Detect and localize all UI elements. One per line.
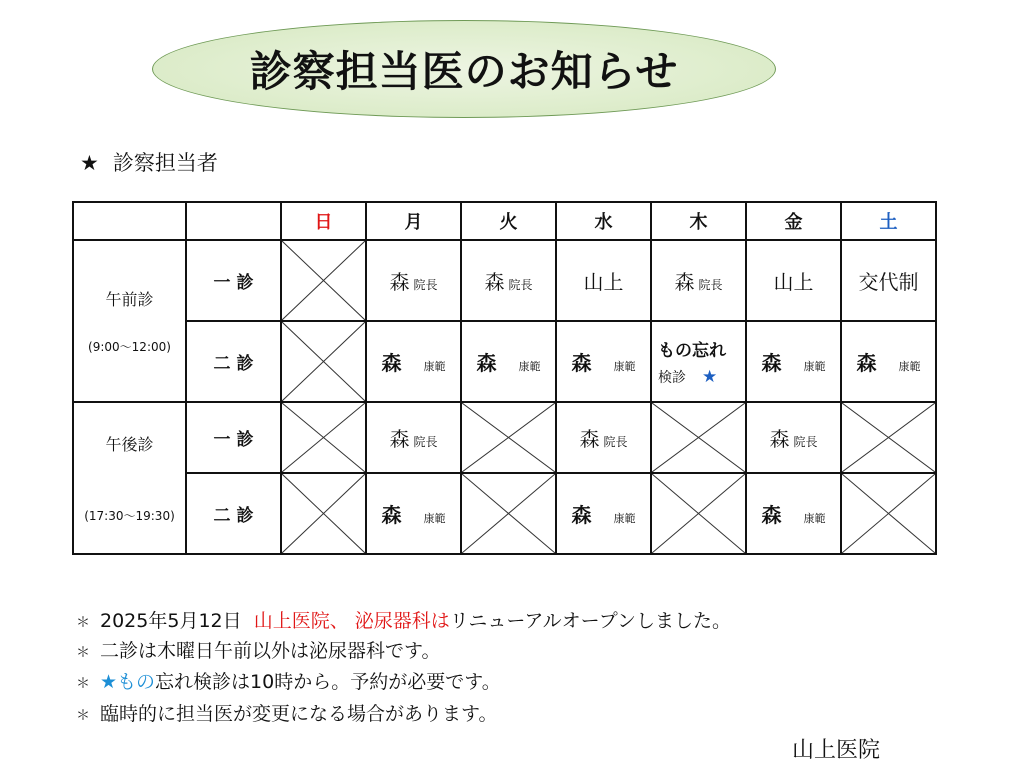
bullet-icon: ＊ <box>76 615 90 631</box>
doctor-cell: 森 院長 <box>366 240 461 321</box>
day-thursday: 木 <box>651 202 746 240</box>
note-item: ＊ 二診は木曜日午前以外は泌尿器科です。 <box>76 640 441 662</box>
note-item: ＊ 臨時的に担当医が変更になる場合があります。 <box>76 703 498 725</box>
doctor-cell: 森 康範 <box>556 321 651 402</box>
closed-cell <box>651 402 746 473</box>
closed-cell <box>281 402 366 473</box>
header-row <box>73 202 936 240</box>
section-heading <box>80 147 218 177</box>
schedule-table <box>72 201 937 555</box>
title-banner <box>152 20 776 118</box>
shin-first: 一 診 <box>186 402 281 473</box>
bullet-icon: ＊ <box>76 645 90 661</box>
table-row <box>73 321 936 402</box>
day-sunday: 日 <box>281 202 366 240</box>
doctor-cell: 森 院長 <box>461 240 556 321</box>
doctor-cell: 山上 <box>746 240 841 321</box>
memory-exam-title: もの忘れ <box>658 341 726 361</box>
closed-cell <box>461 402 556 473</box>
note-item: ＊ 2025年5月12日 山上医院、 泌尿器科はリニューアルオープンしました。 <box>76 610 731 632</box>
doctor-cell: 森 院長 <box>746 402 841 473</box>
closed-cell <box>841 473 936 554</box>
doctor-cell: 森 院長 <box>651 240 746 321</box>
shin-second: 二 診 <box>186 473 281 554</box>
doctor-cell: 森 院長 <box>556 402 651 473</box>
doctor-cell: 森 康範 <box>746 473 841 554</box>
closed-cell <box>841 402 936 473</box>
table-row <box>73 473 936 554</box>
clinic-signature: 山上医院 <box>792 738 881 763</box>
section-heading-text: 診察担当者 <box>112 151 218 175</box>
session-label: 午後診 <box>105 435 154 454</box>
doctor-cell: 森 康範 <box>461 321 556 402</box>
doctor-cell: 森 康範 <box>746 321 841 402</box>
afternoon-session <box>73 402 186 554</box>
bullet-icon: ＊ <box>76 676 90 692</box>
closed-cell <box>281 240 366 321</box>
doctor-cell: 森 院長 <box>366 402 461 473</box>
header-blank <box>186 202 281 240</box>
session-time: (9:00～12:00) <box>88 340 171 354</box>
session-time: (17:30～19:30) <box>84 509 175 523</box>
star-icon: ★ <box>80 151 99 175</box>
memory-exam-cell <box>651 321 746 402</box>
day-tuesday: 火 <box>461 202 556 240</box>
morning-session <box>73 240 186 402</box>
header-blank <box>73 202 186 240</box>
note-item: ＊ ★もの忘れ検診は10時から。予約が必要です。 <box>76 671 501 693</box>
table-row <box>73 402 936 473</box>
doctor-cell: 森 康範 <box>841 321 936 402</box>
star-icon: ★ <box>702 367 718 387</box>
memory-exam-sub: 検診 <box>658 370 686 386</box>
bullet-icon: ＊ <box>76 708 90 724</box>
day-saturday: 土 <box>841 202 936 240</box>
doctor-cell: 森 康範 <box>366 321 461 402</box>
day-friday: 金 <box>746 202 841 240</box>
doctor-cell: 山上 <box>556 240 651 321</box>
closed-cell <box>281 473 366 554</box>
session-label: 午前診 <box>105 290 154 309</box>
closed-cell <box>461 473 556 554</box>
shin-second: 二 診 <box>186 321 281 402</box>
day-monday: 月 <box>366 202 461 240</box>
table-row <box>73 240 936 321</box>
closed-cell <box>281 321 366 402</box>
page-title: 診察担当医のお知らせ <box>249 47 679 96</box>
day-wednesday: 水 <box>556 202 651 240</box>
shin-first: 一 診 <box>186 240 281 321</box>
closed-cell <box>651 473 746 554</box>
doctor-cell: 森 康範 <box>556 473 651 554</box>
doctor-cell: 森 康範 <box>366 473 461 554</box>
doctor-cell: 交代制 <box>841 240 936 321</box>
